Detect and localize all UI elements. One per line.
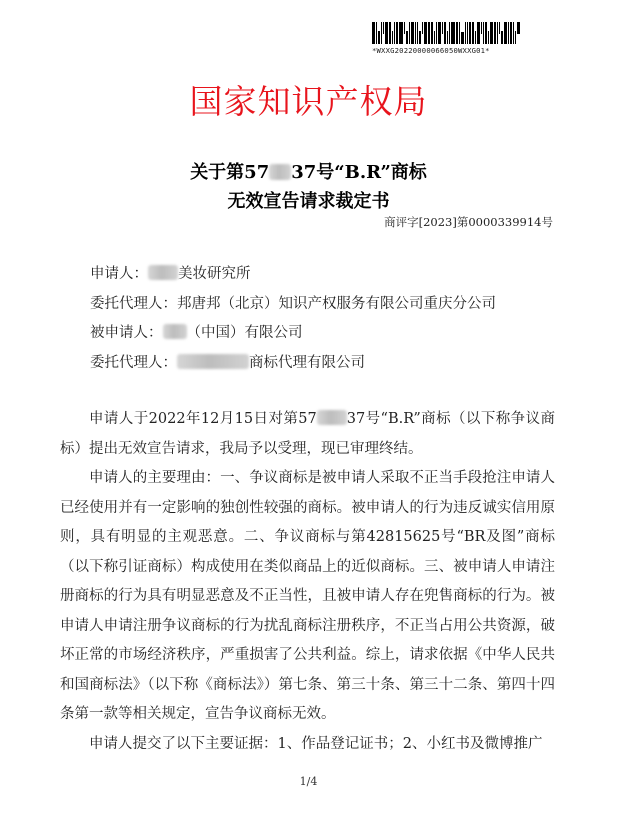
document-title-line1 (0, 158, 617, 184)
barcode-bar (444, 22, 446, 44)
barcode-bar (372, 22, 375, 44)
redacted-number (269, 164, 291, 180)
barcode-bar (404, 22, 405, 34)
redacted-mark-number (317, 410, 347, 425)
document-number: 商评字[2023]第0000339914号 (384, 215, 553, 229)
paragraph-1-start: 申请人于2022年12月15日对第57 (89, 411, 317, 427)
document-body (60, 405, 555, 759)
barcode-bar (428, 22, 430, 44)
barcode-bar (504, 22, 507, 44)
barcode-bar (490, 22, 493, 44)
paragraph-3: 申请人提交了以下主要证据：1、作品登记证书；2、小红书及微博推广 (89, 735, 543, 752)
barcode-bar (411, 22, 414, 44)
barcode-bar (385, 22, 388, 44)
barcode-bar (383, 22, 384, 34)
barcode-bar (394, 22, 395, 44)
barcode-bar (447, 31, 448, 44)
agency-name: 国家知识产权局 (189, 82, 428, 121)
barcode-bar (442, 22, 443, 34)
barcode (372, 22, 547, 55)
barcode-bar (515, 31, 516, 44)
barcode-bar (513, 22, 514, 44)
barcode-bar (381, 22, 382, 44)
barcode-bar (501, 31, 503, 44)
barcode-bar (434, 31, 435, 44)
barcode-bar (483, 22, 484, 44)
barcode-bar (497, 22, 498, 44)
barcode-bar (424, 22, 427, 44)
redacted-applicant (148, 265, 178, 280)
barcode-bar (436, 22, 437, 44)
page-number: 1/4 (299, 775, 318, 788)
barcode-caption: *WXXG20220000066050WXXG01* (372, 46, 490, 55)
barcode-bar (417, 22, 418, 44)
barcode-bar (508, 22, 509, 44)
party-applicant (90, 262, 251, 283)
barcode-bar (456, 22, 458, 44)
barcode-bar (422, 22, 423, 34)
agent2-label: 委托代理人： (90, 355, 177, 371)
barcode-bar (438, 22, 441, 44)
agent1-name: 邦唐邦（北京）知识产权服务有限公司重庆分公司 (177, 296, 496, 312)
respondent-label: 被申请人： (90, 325, 163, 341)
paragraph-1 (60, 405, 555, 464)
party-agent-applicant (90, 292, 496, 313)
barcode-bar (376, 22, 377, 44)
paragraph-2: 申请人的主要理由：一、争议商标是被申请人采取不正当手段抢注申请人已经使用并有一定影响的独创性较强的商标。被申请人的行为违反诚实信用原则，具有明显的主观恶意。二、争议商标与第42815625号“BR及图”商标（以下称引证商标）构成使用在类似商品上的近似商标。三、被申请人申请注册商标的行为具有明显恶意及不正当性，且被申请人存在兜售商标的行为。被申请人申请注册争议商标的行为扰乱商标注册秩序，不正当占用公共资源，破坏正常的市场经济秩序，严重损害了公共利益。综上，请求依据《中华人民共和国商标法》（以下称《商标法》）第七条、第三十条、第三十二条、第四十四条第一款等相关规定，宣告争议商标无效。 (60, 470, 555, 722)
barcode-bar (517, 22, 520, 34)
barcode-bar (481, 22, 482, 34)
barcode-bar (378, 31, 380, 44)
party-agent-respondent (90, 351, 365, 372)
barcode-bar (494, 22, 496, 44)
barcode-bar (488, 31, 489, 44)
barcode-bar (449, 22, 450, 44)
barcode-bar (499, 22, 500, 34)
barcode-bar (475, 31, 476, 44)
respondent-name: （中国）有限公司 (186, 325, 303, 341)
title-suffix: 37号“B.R”商标 (291, 162, 427, 183)
barcode-bar (477, 22, 480, 44)
barcode-bar (461, 32, 464, 44)
applicant-name: 美妆研究所 (178, 266, 251, 282)
paragraph-1-rest: 37号“B.R”商标（以下称争议商标）提出无效宣告请求，我局予以受理，现已审理终结。 (60, 411, 555, 457)
agent1-label: 委托代理人： (90, 296, 177, 312)
barcode-bar (465, 22, 466, 44)
barcode-bar (419, 31, 421, 44)
barcode-bar (431, 22, 433, 44)
barcode-bar (472, 22, 474, 44)
barcode-bar (485, 22, 487, 44)
party-respondent (90, 321, 303, 342)
title-prefix: 关于第57 (190, 162, 270, 183)
document-title-line2: 无效宣告请求裁定书 (227, 191, 390, 212)
barcode-bar (459, 22, 460, 44)
barcode-bar (510, 22, 512, 44)
agent2-name: 商标代理有限公司 (249, 355, 365, 371)
barcode-bar (469, 22, 471, 44)
barcode-bar (415, 22, 416, 44)
barcode-bar (392, 31, 393, 44)
barcode-bar (389, 22, 391, 44)
barcode-bar (399, 22, 403, 44)
barcode-bar (467, 22, 468, 44)
redacted-respondent (163, 324, 187, 339)
barcode-bar (409, 22, 410, 44)
applicant-label: 申请人： (90, 266, 148, 282)
barcode-bar (406, 31, 408, 44)
barcode-bars (372, 22, 547, 44)
redacted-agent2 (177, 354, 249, 369)
barcode-bar (396, 22, 398, 44)
barcode-bar (451, 22, 455, 44)
